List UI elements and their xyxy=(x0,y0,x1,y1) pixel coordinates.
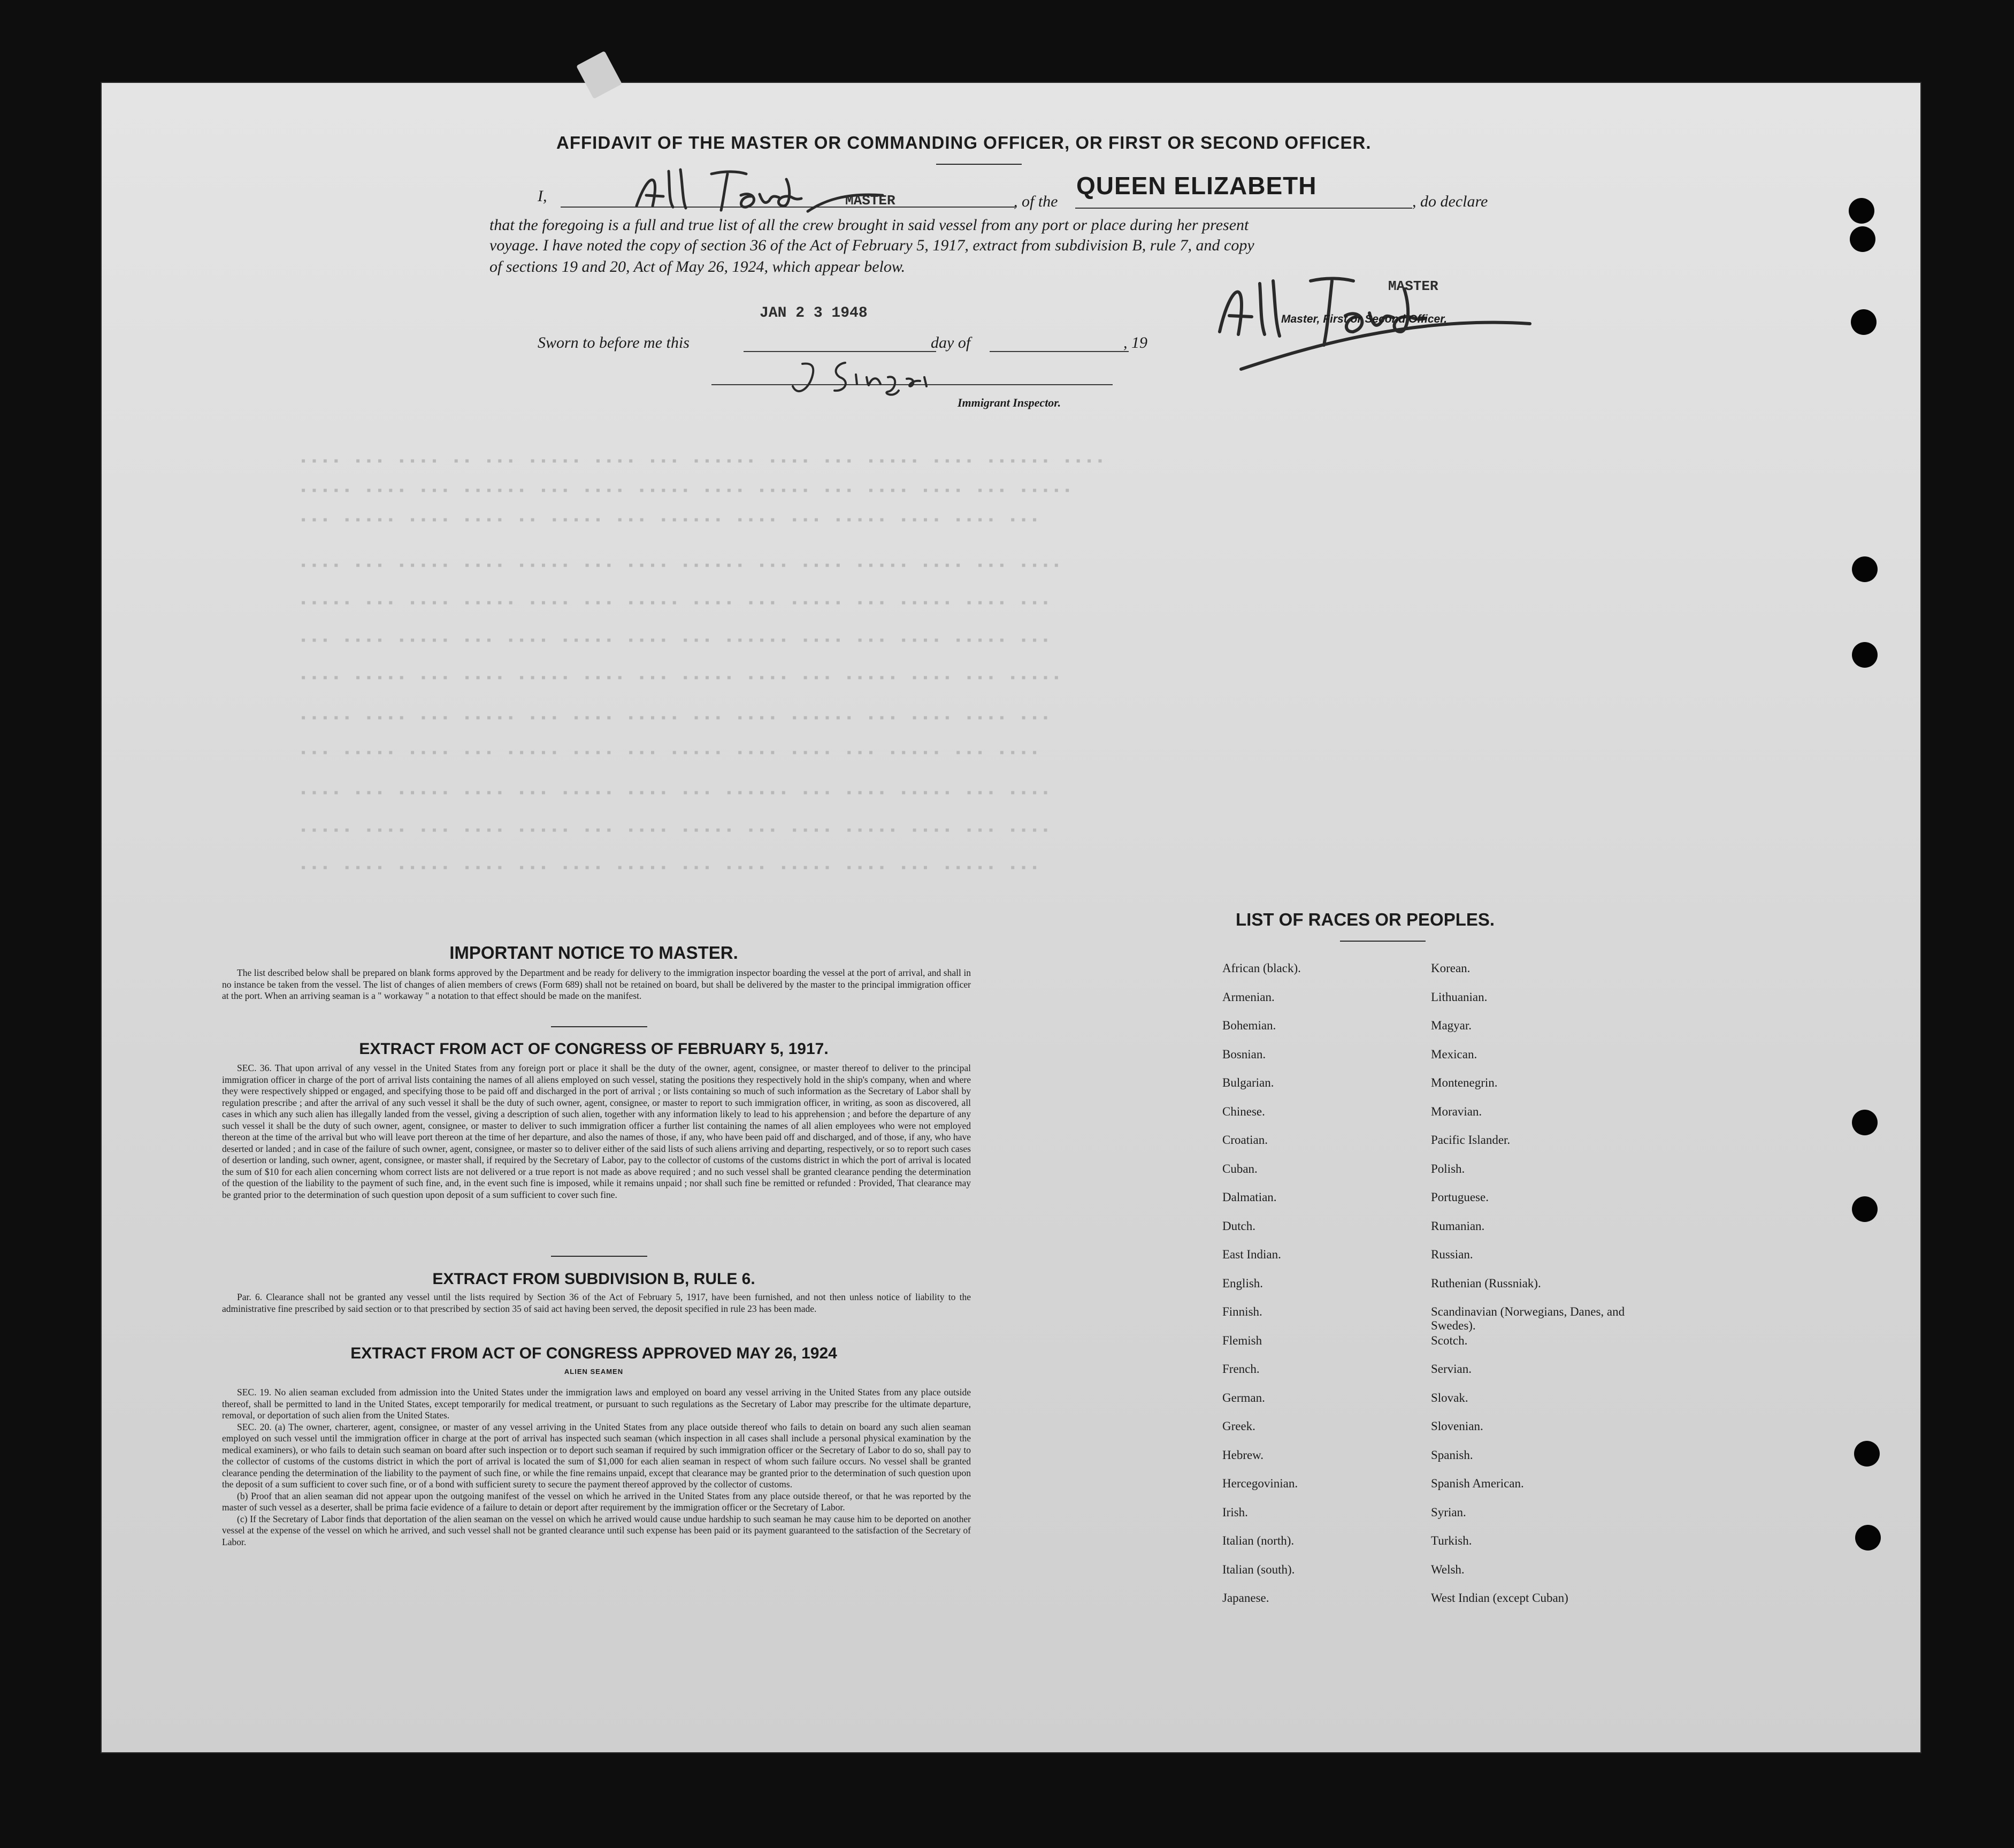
race-item: French. xyxy=(1222,1362,1260,1376)
race-item: Pacific Islander. xyxy=(1431,1133,1511,1147)
day-of-label: day of xyxy=(931,334,971,352)
race-item: Bosnian. xyxy=(1222,1047,1266,1061)
bleed-through-row: ▪▪▪ ▪▪▪▪▪ ▪▪▪▪ ▪▪▪ ▪▪▪▪▪ ▪▪▪▪ ▪▪▪ ▪▪▪▪▪ ▪▪▪▪ ▪▪▪▪ ▪▪▪ ▪▪▪▪▪ ▪▪▪ ▪▪▪▪ xyxy=(300,746,1042,760)
race-item: Lithuanian. xyxy=(1431,990,1488,1004)
binder-hole xyxy=(1849,198,1874,224)
races-left-column xyxy=(1222,961,1447,1620)
race-item: Portuguese. xyxy=(1431,1190,1489,1204)
rank-stamp-master: MASTER xyxy=(845,193,895,209)
races-title: LIST OF RACES OR PEOPLES. xyxy=(1236,910,1495,929)
bleed-through-row: ▪▪▪ ▪▪▪▪▪ ▪▪▪▪ ▪▪▪▪ ▪▪ ▪▪▪▪▪ ▪▪▪ ▪▪▪▪▪▪ ▪▪▪▪ ▪▪▪ ▪▪▪▪▪ ▪▪▪▪ ▪▪▪▪ ▪▪▪ xyxy=(300,514,1042,528)
race-item: Slovak. xyxy=(1431,1391,1468,1404)
race-item: Russian. xyxy=(1431,1248,1473,1261)
race-item: African (black). xyxy=(1222,961,1301,975)
race-item: Greek. xyxy=(1222,1419,1255,1433)
race-item: Syrian. xyxy=(1431,1505,1466,1519)
declaration-i: I, xyxy=(538,187,547,205)
race-item: Italian (north). xyxy=(1222,1534,1295,1547)
affidavit-title: AFFIDAVIT OF THE MASTER OR COMMANDING OFFICER, OR FIRST OR SECOND OFFICER. xyxy=(556,133,1372,152)
inspector-label: Immigrant Inspector. xyxy=(958,396,1061,409)
binder-hole xyxy=(1850,226,1875,252)
divider xyxy=(1340,941,1426,942)
race-item: Dutch. xyxy=(1222,1219,1255,1233)
race-item: Montenegrin. xyxy=(1431,1076,1498,1089)
race-item: Chinese. xyxy=(1222,1104,1265,1118)
extract-1924-subtitle: ALIEN SEAMEN xyxy=(564,1368,624,1376)
race-item: German. xyxy=(1222,1391,1265,1404)
extract-1924-sec19: SEC. 19. No alien seaman excluded from admission into the United States under the immigration laws and employed on board any vessel arriving in the United States from any place outside thereof, shall be permitted to land in the United States, except temporarily for medical treatment, or pursuant to such regulations as the Secretary of Labor may prescribe for the ultimate departure, removal, or deportation of such alien from the United States. xyxy=(222,1387,971,1421)
race-item: Bulgarian. xyxy=(1222,1076,1274,1089)
master-stamp: MASTER xyxy=(1388,278,1438,294)
extract-rule6-text xyxy=(222,1292,971,1315)
bleed-through-row: ▪▪▪▪▪ ▪▪▪ ▪▪▪▪ ▪▪▪▪▪ ▪▪▪▪ ▪▪▪ ▪▪▪▪▪ ▪▪▪▪ ▪▪▪ ▪▪▪▪▪ ▪▪▪ ▪▪▪▪▪ ▪▪▪▪ ▪▪▪ xyxy=(300,597,1053,610)
race-item: Korean. xyxy=(1431,961,1471,975)
divider xyxy=(936,164,1022,165)
race-item: Bohemian. xyxy=(1222,1019,1276,1032)
declaration-line-3: voyage. I have noted the copy of section 36 of the Act of February 5, 1917, extract from subdivision B, rule 7, and copy xyxy=(489,236,1254,254)
binder-hole xyxy=(1854,1441,1880,1467)
bleed-through-row: ▪▪▪▪ ▪▪▪▪▪ ▪▪▪ ▪▪▪▪ ▪▪▪▪▪ ▪▪▪▪ ▪▪▪ ▪▪▪▪▪ ▪▪▪▪ ▪▪▪ ▪▪▪▪▪ ▪▪▪▪ ▪▪▪ ▪▪▪▪▪ xyxy=(300,671,1064,685)
races-right-column xyxy=(1431,961,1656,1620)
extract-1924-text xyxy=(222,1387,971,1548)
race-item: Magyar. xyxy=(1431,1019,1472,1032)
bleed-through-row: ▪▪▪▪▪ ▪▪▪▪ ▪▪▪ ▪▪▪▪▪ ▪▪▪ ▪▪▪▪ ▪▪▪▪▪ ▪▪▪ ▪▪▪▪ ▪▪▪▪▪▪ ▪▪▪ ▪▪▪▪ ▪▪▪▪ ▪▪▪ xyxy=(300,712,1053,726)
declaration-do-declare: , do declare xyxy=(1412,193,1488,210)
race-item: Flemish xyxy=(1222,1333,1262,1347)
sworn-day-blank xyxy=(744,351,936,352)
race-item: Dalmatian. xyxy=(1222,1190,1277,1204)
binder-hole xyxy=(1855,1525,1881,1551)
bleed-through-row: ▪▪▪▪ ▪▪▪ ▪▪▪▪▪ ▪▪▪▪ ▪▪▪▪▪ ▪▪▪ ▪▪▪▪ ▪▪▪▪▪▪ ▪▪▪ ▪▪▪▪ ▪▪▪▪▪ ▪▪▪▪ ▪▪▪ ▪▪▪▪ xyxy=(300,559,1064,573)
race-item: Moravian. xyxy=(1431,1104,1482,1118)
race-item: Welsh. xyxy=(1431,1562,1465,1576)
race-item: Mexican. xyxy=(1431,1047,1477,1061)
declaration-line-4: of sections 19 and 20, Act of May 26, 1924, which appear below. xyxy=(489,258,906,276)
bleed-through-row: ▪▪▪▪▪ ▪▪▪▪ ▪▪▪ ▪▪▪▪ ▪▪▪▪▪ ▪▪▪ ▪▪▪▪ ▪▪▪▪▪ ▪▪▪ ▪▪▪▪ ▪▪▪▪▪ ▪▪▪▪ ▪▪▪ ▪▪▪▪ xyxy=(300,824,1053,838)
race-item: Armenian. xyxy=(1222,990,1275,1004)
extract-1924-sec20b: (b) Proof that an alien seaman did not appear upon the outgoing manifest of the vessel on which he arrived in the United States from any place outside thereof, or that he was reported by the master of such vessel as a deserter, shall be prima facie evidence of a failure to detain or deport after requirement by the immigration officer or the Secretary of Labor. xyxy=(222,1490,971,1513)
race-item: Cuban. xyxy=(1222,1162,1258,1175)
declaration-line-2: that the foregoing is a full and true list of all the crew brought in said vessel from any port or place during her present xyxy=(489,216,1249,234)
inspector-signature xyxy=(786,353,947,401)
bleed-through-row: ▪▪▪▪ ▪▪▪ ▪▪▪▪▪ ▪▪▪▪ ▪▪▪ ▪▪▪▪▪ ▪▪▪▪ ▪▪▪ ▪▪▪▪▪▪ ▪▪▪ ▪▪▪▪ ▪▪▪▪▪ ▪▪▪ ▪▪▪▪ xyxy=(300,786,1053,800)
race-item: Scandinavian (Norwegians, Danes, and Swedes). xyxy=(1431,1305,1625,1332)
bleed-through-row: ▪▪▪ ▪▪▪▪ ▪▪▪▪▪ ▪▪▪ ▪▪▪▪ ▪▪▪▪▪ ▪▪▪▪ ▪▪▪ ▪▪▪▪▪▪ ▪▪▪▪ ▪▪▪ ▪▪▪▪ ▪▪▪▪▪ ▪▪▪ xyxy=(300,634,1053,648)
extract-1924-sec20a: SEC. 20. (a) The owner, charterer, agent, consignee, or master of any vessel arriving in the United States from any place outside thereof who fails to detain on board any such alien seaman employed on such vessel until the immigration officer in charge at the port of arrival has inspected such seaman (which inspection in all cases shall include a personal physical examination by the medical examiners), or who fails to detain such seaman on board after such inspection or to deport such seaman if required by such immigration officer or the Secretary of Labor to do so, shall pay to the collector of customs of the customs district in which the port of arrival is located the sum of $1,000 for each alien seaman in respect of whom such failure occurs. No vessel shall be granted clearance pending the determination of the liability to the payment of such fine, or while the fine remains unpaid, except that clearance may be granted prior to the determination of such question upon the deposit of a sum sufficient to cover such fine, or of a bond with sufficient surety to secure the payment thereof approved by the collector of customs. xyxy=(222,1421,971,1490)
extract-rule6-title: EXTRACT FROM SUBDIVISION B, RULE 6. xyxy=(432,1270,755,1288)
binder-hole xyxy=(1852,1196,1878,1222)
bleed-through-row: ▪▪▪ ▪▪▪▪ ▪▪▪▪▪ ▪▪▪▪ ▪▪▪ ▪▪▪▪ ▪▪▪▪▪ ▪▪▪ ▪▪▪▪ ▪▪▪▪▪ ▪▪▪▪ ▪▪▪ ▪▪▪▪▪ ▪▪▪ xyxy=(300,861,1042,875)
race-item: Polish. xyxy=(1431,1162,1465,1175)
declaration-of-the: , of the xyxy=(1014,193,1058,210)
race-item: Croatian. xyxy=(1222,1133,1268,1147)
race-item: English. xyxy=(1222,1276,1263,1290)
race-item: Finnish. xyxy=(1222,1305,1262,1318)
race-item: Ruthenian (Russniak). xyxy=(1431,1276,1541,1290)
race-item: Servian. xyxy=(1431,1362,1472,1376)
race-item: Italian (south). xyxy=(1222,1562,1295,1576)
bleed-through-row: ▪▪▪▪▪ ▪▪▪▪ ▪▪▪ ▪▪▪▪▪▪ ▪▪▪ ▪▪▪▪ ▪▪▪▪▪ ▪▪▪▪ ▪▪▪▪▪ ▪▪▪ ▪▪▪▪ ▪▪▪▪ ▪▪▪ ▪▪▪▪▪ xyxy=(300,484,1075,498)
race-item: Slovenian. xyxy=(1431,1419,1483,1433)
binder-hole xyxy=(1852,1110,1878,1135)
race-item: Scotch. xyxy=(1431,1333,1468,1347)
divider xyxy=(551,1026,647,1027)
date-stamp: JAN 2 3 1948 xyxy=(760,305,868,322)
race-item: Turkish. xyxy=(1431,1534,1472,1547)
race-item: Rumanian. xyxy=(1431,1219,1485,1233)
race-item: Spanish American. xyxy=(1431,1477,1524,1490)
extract-1924-title: EXTRACT FROM ACT OF CONGRESS APPROVED MAY 26, 1924 xyxy=(350,1345,837,1362)
notice-title: IMPORTANT NOTICE TO MASTER. xyxy=(449,943,738,963)
master-officer-label: Master, First or Second Officer. xyxy=(1281,313,1448,325)
divider xyxy=(551,1256,647,1257)
extract-1917-text xyxy=(222,1063,971,1201)
bleed-through-row: ▪▪▪▪ ▪▪▪ ▪▪▪▪ ▪▪ ▪▪▪ ▪▪▪▪▪ ▪▪▪▪ ▪▪▪ ▪▪▪▪▪▪ ▪▪▪▪ ▪▪▪ ▪▪▪▪▪ ▪▪▪▪ ▪▪▪▪▪▪ ▪▪▪▪ xyxy=(300,455,1107,469)
sworn-before-label: Sworn to before me this xyxy=(538,334,690,352)
year-prefix: , 19 xyxy=(1123,334,1147,352)
sworn-month-blank xyxy=(990,351,1129,352)
race-item: Hebrew. xyxy=(1222,1448,1264,1462)
ship-name: QUEEN ELIZABETH xyxy=(1076,172,1317,200)
race-item: Spanish. xyxy=(1431,1448,1473,1462)
ship-name-blank xyxy=(1075,208,1412,209)
race-item: East Indian. xyxy=(1222,1248,1281,1261)
race-item: Hercegovinian. xyxy=(1222,1477,1298,1490)
extract-1917-paragraph: SEC. 36. That upon arrival of any vessel in the United States from any foreign port or place it shall be the duty of the owner, agent, consignee, or master thereof to deliver to the principal immigration officer in charge of the port of arrival lists containing the names of all aliens employed on such vessel, stating the positions they respectively hold in the ship's company, when and where they were respectively shipped or engaged, and specifying those to be paid off and discharged in the port of arrival ; or lists containing so much of such information as the Secretary of Labor shall by regulation prescribe ; and after the arrival of any such vessel it shall be the duty of such owner, agent, consignee, or master to report to such immigration officer, in writing, as soon as discovered, all cases in which any such alien has illegally landed from the vessel, giving a description of such alien, together with any information likely to lead to his apprehension ; and before the departure of any such vessel it shall be the duty of such owner, agent, consignee, or master to deliver to such immigration officer a further list containing the names of all alien employees who were not employed thereon at the time of the arrival but who will leave port thereon at the time of her departure, and also the names of those, if any, who have been paid off and discharged, and of those, if any, who have deserted or landed ; and in case of the failure of such owner, agent, consignee, or master so to deliver either of the said lists of such aliens arriving and departing, respectively, or so to report such cases of desertion or landing, such owner, agent, consignee, or master shall, if required by the Secretary of Labor, pay to the collector of customs of the customs district in which the port of arrival is located the sum of $10 for each alien concerning whom correct lists are not delivered or a true report is not made as above required ; and no such vessel shall be granted clearance pending the determination of the question of the liability to the payment of such fine, and, in the event such fine is imposed, while it remains unpaid ; nor shall such fine be remitted or refunded : Provided, That clearance may be granted prior to the determination of such question upon deposit of a sum sufficient to cover such fine. xyxy=(222,1063,971,1200)
binder-hole xyxy=(1851,309,1877,335)
race-item: Japanese. xyxy=(1222,1591,1269,1605)
race-item: Irish. xyxy=(1222,1505,1248,1519)
extract-1924-sec20c: (c) If the Secretary of Labor finds that deportation of the alien seaman on the vessel on which he arrived would cause undue hardship to such seaman he may cause him to be deported on another vessel at the expense of the vessel on which he arrived, and such vessel shall not be granted clearance until such expense has been paid or its payment guaranteed to the satisfaction of the Secretary of Labor. xyxy=(222,1513,971,1547)
extract-rule6-paragraph: Par. 6. Clearance shall not be granted any vessel until the lists required by Section 36 of the Act of February 5, 1917, have been furnished, and not then unless notice of liability to the administrative fine prescribed by said section or to that prescribed by section 35 of said act having been served, the deposit specified in rule 23 has been made. xyxy=(222,1292,971,1314)
race-item: West Indian (except Cuban) xyxy=(1431,1591,1568,1605)
notice-paragraph: The list described below shall be prepared on blank forms approved by the Department and be ready for delivery to the immigration inspector boarding the vessel at the port of arrival, and shall in no instance be taken from the vessel. The list of changes of alien members of crews (Form 689) shall not be retained on board, but shall be delivered by the master to the principal immigration officer at the port. When an arriving seaman is a " workaway " a notation to that effect should be made on the manifest. xyxy=(222,967,971,1001)
extract-1917-title: EXTRACT FROM ACT OF CONGRESS OF FEBRUARY 5, 1917. xyxy=(359,1040,829,1058)
notice-text xyxy=(222,967,971,1002)
